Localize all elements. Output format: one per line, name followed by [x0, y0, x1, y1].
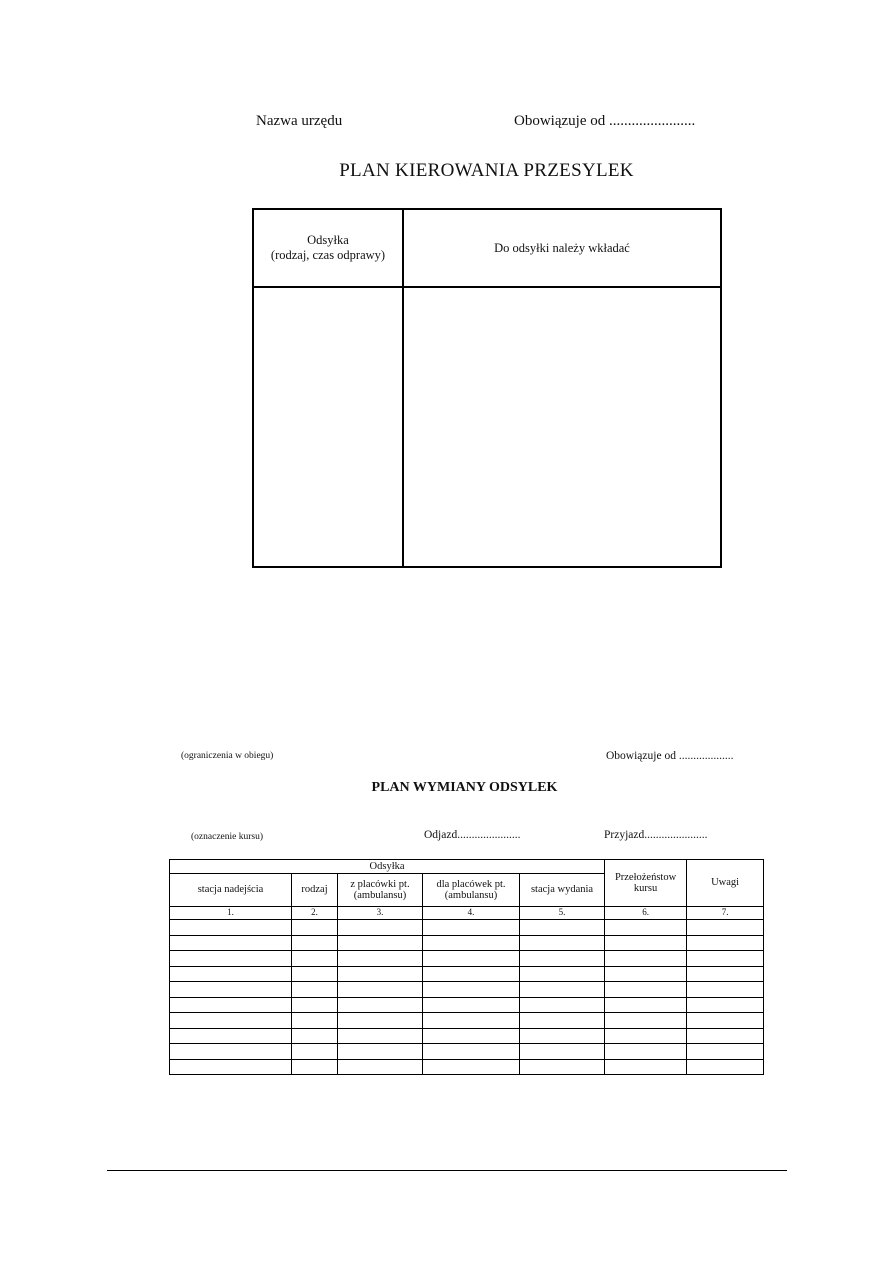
column-number: 7. [687, 907, 764, 920]
exchange-header-row-1 [170, 860, 764, 874]
table-cell[interactable] [605, 966, 687, 982]
table-cell[interactable] [520, 1028, 605, 1044]
table-row [170, 997, 764, 1013]
table-cell[interactable] [687, 935, 764, 951]
table-cell[interactable] [520, 951, 605, 967]
table-cell[interactable] [520, 997, 605, 1013]
exchange-valid-from-field [606, 750, 733, 762]
table-row [170, 1028, 764, 1044]
arrival-field [604, 829, 707, 841]
header-from-office-line1: z placówki pt. [350, 878, 410, 890]
table-cell[interactable] [292, 997, 338, 1013]
table-cell[interactable] [338, 1059, 423, 1075]
table-row [170, 1013, 764, 1029]
header-dispatch-line2: (rodzaj, czas odprawy) [270, 248, 386, 262]
table-cell[interactable] [338, 1044, 423, 1060]
table-cell[interactable] [605, 1044, 687, 1060]
exchange-plan-table [169, 859, 764, 1075]
departure-label: Odjazd [424, 829, 458, 841]
table-cell[interactable] [423, 951, 520, 967]
table-cell[interactable] [292, 1028, 338, 1044]
table-cell[interactable] [423, 1013, 520, 1029]
table-row [170, 935, 764, 951]
exchange-valid-from-dots: ................... [678, 750, 734, 762]
header-release-station [520, 874, 605, 907]
table-cell[interactable] [170, 935, 292, 951]
header-release-station-text: stacja wydania [530, 884, 594, 896]
table-cell[interactable] [292, 935, 338, 951]
table-cell[interactable] [423, 1044, 520, 1060]
table-cell[interactable] [423, 982, 520, 998]
exchange-table-body [170, 920, 764, 1075]
table-cell[interactable] [687, 997, 764, 1013]
header-from-office-line2: (ambulansu) [353, 890, 407, 901]
table-cell[interactable] [338, 935, 423, 951]
column-number: 2. [292, 907, 338, 920]
table-cell[interactable] [170, 951, 292, 967]
column-number: 1. [170, 907, 292, 920]
table-row [170, 982, 764, 998]
valid-from-label: Obowiązuje od [514, 113, 606, 129]
page-title-routing-plan: PLAN KIEROWANIA PRZESYLEK [339, 160, 634, 181]
table-cell[interactable] [687, 1044, 764, 1060]
table-cell[interactable] [687, 966, 764, 982]
table-cell[interactable] [292, 920, 338, 936]
header-contents: Do odsyłki należy wkładać [403, 209, 721, 287]
exchange-valid-from-label: Obowiązuje od [606, 750, 676, 762]
table-cell[interactable] [338, 1028, 423, 1044]
arrival-label: Przyjazd [604, 829, 645, 841]
column-number: 6. [605, 907, 687, 920]
table-cell[interactable] [338, 966, 423, 982]
header-arrival-station [170, 874, 292, 907]
header-to-offices [423, 874, 520, 907]
course-label: (oznaczenie kursu) [191, 832, 264, 842]
table-cell[interactable] [520, 982, 605, 998]
restrictions-label: (ograniczenia w obiegu) [181, 751, 274, 761]
header-group-dispatch: Odsyłka [170, 860, 605, 874]
table-cell[interactable] [292, 1044, 338, 1060]
table-cell[interactable] [520, 1044, 605, 1060]
header-to-offices-line1: dla placówek pt. [436, 878, 506, 890]
table-cell[interactable] [687, 982, 764, 998]
header-type [292, 874, 338, 907]
table-cell[interactable] [170, 997, 292, 1013]
table-row [170, 920, 764, 936]
routing-table-body-row [253, 287, 721, 567]
table-cell[interactable] [687, 1013, 764, 1029]
dispatch-cell[interactable] [253, 287, 403, 567]
departure-field [424, 829, 520, 841]
table-cell[interactable] [605, 982, 687, 998]
table-cell[interactable] [520, 1059, 605, 1075]
column-number: 5. [520, 907, 605, 920]
table-cell[interactable] [520, 966, 605, 982]
table-cell[interactable] [687, 920, 764, 936]
office-name-label: Nazwa urzędu [256, 113, 343, 129]
header-course-superior-line2: kursu [633, 883, 658, 894]
arrival-dots: ...................... [644, 829, 708, 841]
table-cell[interactable] [292, 1013, 338, 1029]
table-cell[interactable] [520, 935, 605, 951]
header-type-text: rodzaj [301, 884, 328, 896]
table-cell[interactable] [338, 997, 423, 1013]
valid-from-field [514, 113, 695, 130]
routing-table-header [253, 209, 721, 287]
table-row [170, 1059, 764, 1075]
table-cell[interactable] [687, 1028, 764, 1044]
table-cell[interactable] [170, 1028, 292, 1044]
table-cell[interactable] [605, 935, 687, 951]
header-from-office [338, 874, 423, 907]
table-cell[interactable] [292, 982, 338, 998]
table-cell[interactable] [338, 1013, 423, 1029]
header-to-offices-line2: (ambulansu) [444, 890, 498, 901]
table-cell[interactable] [170, 1013, 292, 1029]
footer-divider [107, 1170, 787, 1171]
table-cell[interactable] [605, 997, 687, 1013]
table-cell[interactable] [423, 1059, 520, 1075]
table-cell[interactable] [687, 951, 764, 967]
valid-from-dots: ....................... [608, 113, 696, 129]
table-cell[interactable] [605, 920, 687, 936]
table-cell[interactable] [170, 982, 292, 998]
table-cell[interactable] [687, 1059, 764, 1075]
table-cell[interactable] [423, 935, 520, 951]
header-dispatch [253, 209, 403, 287]
table-cell[interactable] [292, 966, 338, 982]
table-cell[interactable] [170, 1044, 292, 1060]
table-cell[interactable] [605, 1028, 687, 1044]
column-number: 4. [423, 907, 520, 920]
column-number-row [170, 907, 764, 920]
page-title-exchange-plan: PLAN WYMIANY ODSYLEK [371, 780, 558, 795]
header-dispatch-line1: Odsyłka [307, 233, 349, 247]
table-cell[interactable] [170, 966, 292, 982]
table-cell[interactable] [423, 920, 520, 936]
header-remarks: Uwagi [687, 860, 764, 907]
table-cell[interactable] [605, 1013, 687, 1029]
departure-dots: ...................... [457, 829, 521, 841]
table-row [170, 951, 764, 967]
contents-cell[interactable] [403, 287, 721, 567]
table-cell[interactable] [338, 951, 423, 967]
header-course-superior [605, 860, 687, 907]
table-cell[interactable] [170, 1059, 292, 1075]
header-arrival-station-text: stacja nadejścia [197, 884, 264, 896]
table-row [170, 1044, 764, 1060]
table-cell[interactable] [605, 951, 687, 967]
table-cell[interactable] [605, 1059, 687, 1075]
table-cell[interactable] [423, 966, 520, 982]
table-cell[interactable] [292, 951, 338, 967]
column-number: 3. [338, 907, 423, 920]
table-cell[interactable] [520, 1013, 605, 1029]
table-cell[interactable] [423, 997, 520, 1013]
routing-plan-table [252, 208, 722, 568]
table-cell[interactable] [338, 982, 423, 998]
table-cell[interactable] [520, 920, 605, 936]
table-cell[interactable] [423, 1028, 520, 1044]
header-course-superior-line1: Przełożeństow [614, 871, 677, 883]
table-row [170, 966, 764, 982]
table-cell[interactable] [170, 920, 292, 936]
table-cell[interactable] [292, 1059, 338, 1075]
table-cell[interactable] [338, 920, 423, 936]
